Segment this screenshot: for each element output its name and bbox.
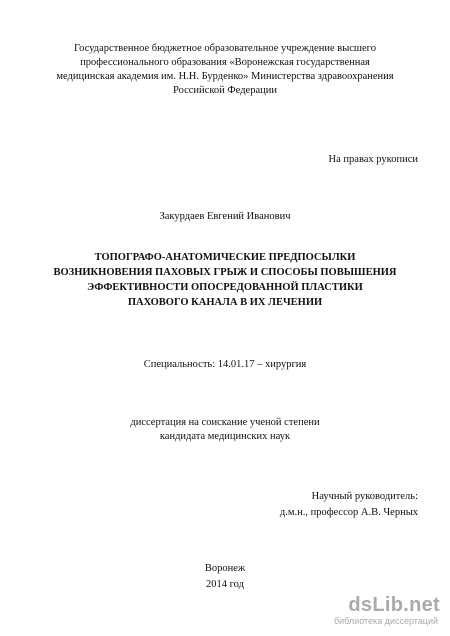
footer-city: Воронеж	[204, 563, 246, 574]
manuscript-note: На правах рукописи	[328, 154, 418, 165]
institution-line: медицинская академия им. Н.Н. Бурденко» Министерства здравоохранения	[56, 71, 394, 82]
degree-line: кандидата медицинских наук	[159, 431, 291, 442]
title-line: ЭФФЕКТИВНОСТИ ОПОСРЕДОВАННОЙ ПЛАСТИКИ	[87, 282, 363, 293]
degree-line: диссертация на соискание ученой степени	[130, 417, 320, 428]
footer-year: 2014 год	[206, 579, 244, 590]
supervisor-block	[280, 490, 418, 520]
supervisor-label: Научный руководитель:	[311, 491, 418, 502]
dissertation-title	[0, 250, 450, 310]
watermark-logo: dsLib.net	[348, 594, 440, 616]
supervisor-name: д.м.н., профессор А.В. Черных	[279, 507, 418, 518]
title-line: ПАХОВОГО КАНАЛА В ИХ ЛЕЧЕНИИ	[127, 297, 323, 308]
institution-line: Российской Федерации	[173, 85, 277, 96]
watermark-subtitle: библиотека диссертаций	[333, 616, 438, 626]
institution-header	[0, 42, 450, 98]
author-name: Закурдаев Евгений Иванович	[159, 211, 291, 222]
watermark	[328, 594, 440, 630]
title-line: ТОПОГРАФО-АНАТОМИЧЕСКИЕ ПРЕДПОСЫЛКИ	[94, 252, 356, 263]
title-line: ВОЗНИКНОВЕНИЯ ПАХОВЫХ ГРЫЖ И СПОСОБЫ ПОВЫШЕНИЯ	[53, 267, 397, 278]
institution-line: профессионального образования «Воронежская государственная	[80, 57, 370, 68]
institution-line: Государственное бюджетное образовательное учреждение высшего	[74, 43, 376, 54]
specialty: Специальность: 14.01.17 – хирургия	[143, 359, 307, 370]
degree-statement	[0, 416, 450, 444]
